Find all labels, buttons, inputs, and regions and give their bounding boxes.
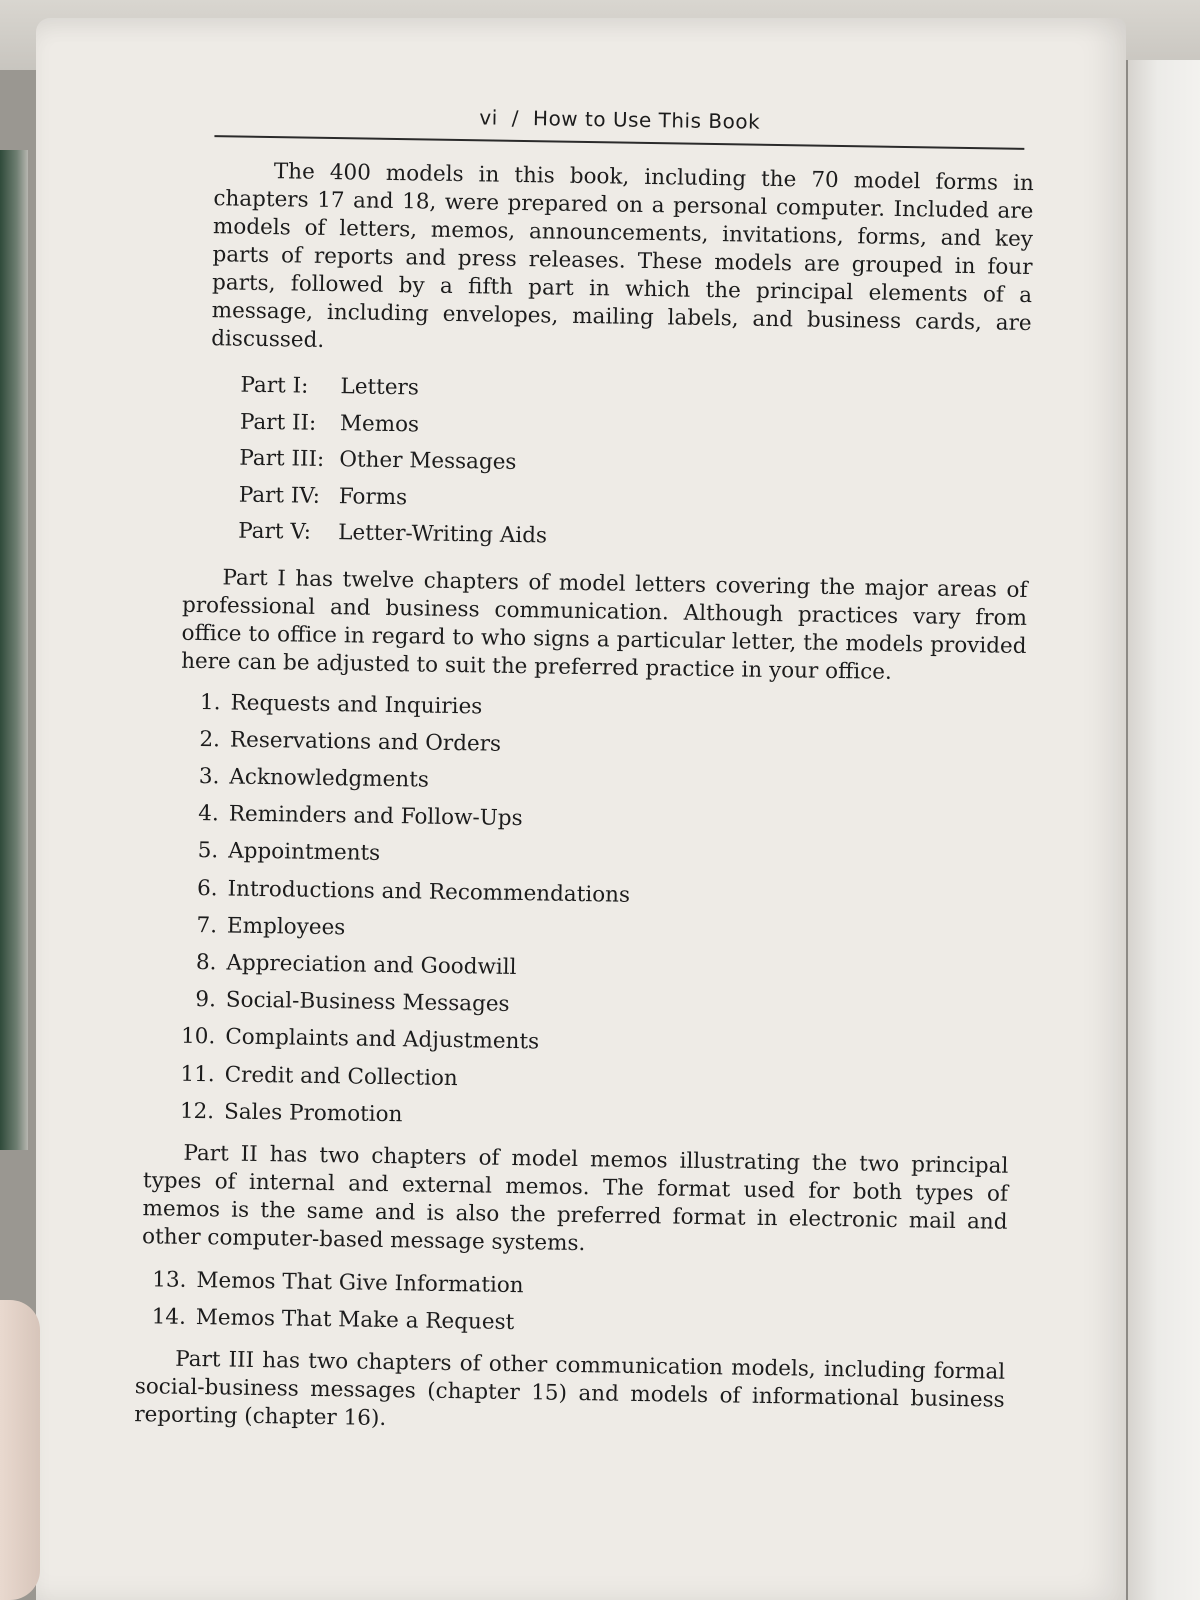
- list-item: Part II: Memos: [239, 409, 420, 437]
- list-item: 8. Appreciation and Goodwill: [195, 949, 517, 980]
- page-number: vi: [479, 105, 498, 130]
- list-item: 13. Memos That Give Information: [152, 1267, 524, 1299]
- list-item: 1. Requests and Inquiries: [199, 689, 483, 719]
- header-rule: [214, 135, 1024, 150]
- parts-list: [238, 368, 1036, 563]
- list-item: 6. Introductions and Recommendations: [196, 875, 631, 908]
- part1-chapter-list: [169, 683, 1031, 1143]
- list-item: Part I: Letters: [240, 372, 420, 401]
- list-item: 2. Reservations and Orders: [199, 726, 502, 757]
- list-item: 7. Employees: [196, 912, 346, 941]
- list-item: Part V: Letter-Writing Aids: [238, 518, 548, 549]
- list-item: 10. Complaints and Adjustments: [180, 1024, 540, 1055]
- holding-finger: [0, 1300, 40, 1600]
- running-title: How to Use This Book: [532, 106, 761, 134]
- part2-chapter-list: [141, 1261, 1022, 1349]
- list-item: 5. Appointments: [197, 838, 381, 867]
- list-item: 9. Social-Business Messages: [195, 987, 510, 1018]
- list-item: 4. Reminders and Follow-Ups: [198, 801, 523, 832]
- part2-paragraph: Part II has two chapters of model memos illustrating the two principal types of internal and external memos. The format used for both types of memos is the same and is also the preferred format in electronic mail and other computer-based message systems.: [141, 1140, 1009, 1257]
- list-item: Part IV: Forms: [238, 482, 408, 510]
- intro-paragraph: The 400 models in this book, including the 70 model forms in chapters 17 and 18, were prepared on a personal computer. Included are models of letters, memos, announcements, invitations, forms, and key parts of reports and press releases. These models are grouped in four parts, followed by a fifth part in which the principal elements of a message, including envelopes, mailing labels, and business cards, are discussed.: [211, 159, 1034, 353]
- list-item: 3. Acknowledgments: [198, 763, 430, 793]
- part1-paragraph: Part I has twelve chapters of model letters covering the major areas of professional and business communication. Although practices vary from office to office in regard to who signs a particular letter, the models provided here can be adjusted to suit the preferred practice in your office.: [181, 564, 1028, 685]
- facing-page-edge: [1126, 60, 1200, 1600]
- list-item: 12. Sales Promotion: [179, 1098, 403, 1127]
- list-item: Part III: Other Messages: [239, 445, 517, 475]
- list-item: 14. Memos That Make a Request: [151, 1304, 515, 1336]
- part3-paragraph: Part III has two chapters of other communication models, including formal social-business messages (chapter 15) and models of informational business reporting (chapter 16).: [134, 1347, 1006, 1432]
- page-content: [119, 100, 1040, 1443]
- adjacent-book-spine: [0, 150, 28, 1150]
- header-separator: /: [511, 105, 520, 130]
- list-item: 11. Credit and Collection: [180, 1061, 458, 1091]
